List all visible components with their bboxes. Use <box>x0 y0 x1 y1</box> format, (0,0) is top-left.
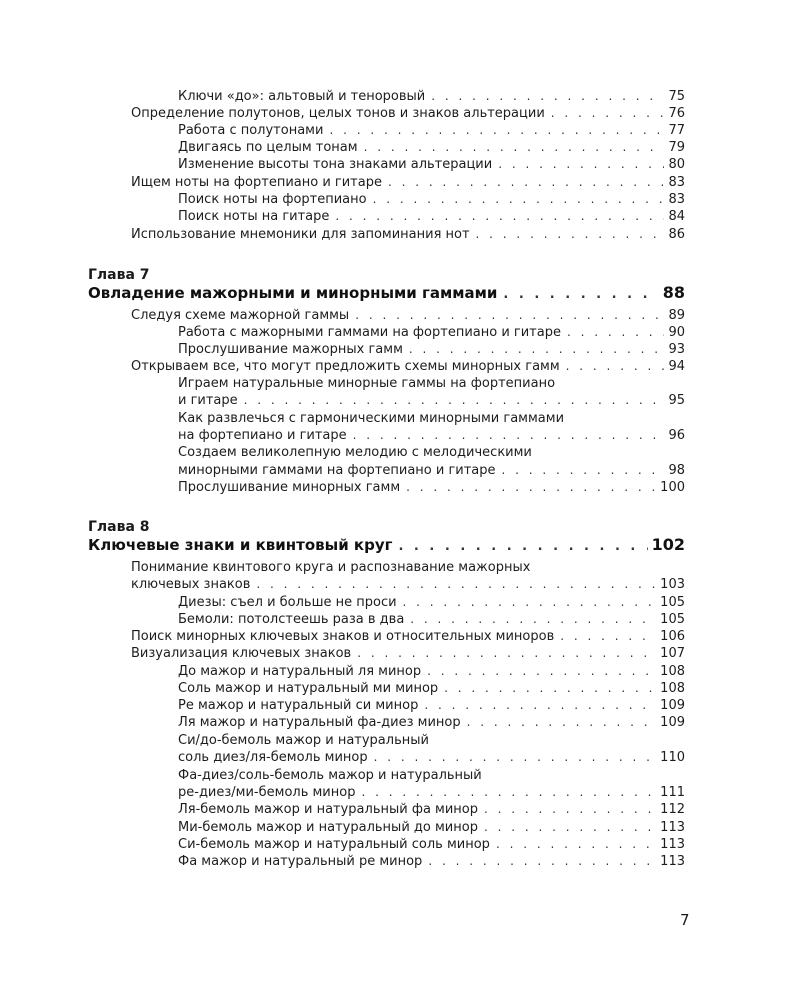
toc-entry[interactable] <box>178 139 685 156</box>
leader-dots <box>431 88 664 105</box>
toc-entry-first-line[interactable] <box>178 375 685 392</box>
toc-entry-page: 108 <box>660 681 685 696</box>
toc-entry-title: Ре мажор и натуральный си минор <box>178 698 419 713</box>
toc-entry-first-line[interactable] <box>131 559 685 576</box>
leader-dots <box>496 836 656 853</box>
toc-entry[interactable] <box>178 697 685 714</box>
toc-entry-page: 76 <box>668 106 685 121</box>
toc-entry-title: Работа с мажорными гаммами на фортепиано и гитаре <box>178 325 561 340</box>
toc-entry-page: 80 <box>668 157 685 172</box>
toc-entry[interactable] <box>178 853 685 870</box>
toc-entry-page: 90 <box>668 325 685 340</box>
toc-entry-title-line1: Играем натуральные минорные гаммы на фортепиано <box>178 376 556 391</box>
toc-entry-first-line[interactable] <box>178 767 685 784</box>
toc-entry[interactable] <box>131 307 685 324</box>
leader-dots <box>560 628 656 645</box>
toc-entry-title-line1: Фа-диез/соль-бемоль мажор и натуральный <box>178 768 482 783</box>
leader-dots <box>355 307 664 324</box>
leader-dots <box>427 663 656 680</box>
toc-entry-title-line1: Понимание квинтового круга и распознавание мажорных <box>131 560 531 575</box>
toc-entry[interactable] <box>178 191 685 208</box>
leader-dots <box>484 801 656 818</box>
leader-dots <box>484 819 656 836</box>
leader-dots <box>373 191 665 208</box>
toc-entry[interactable] <box>178 324 685 341</box>
toc-entry-page: 108 <box>660 664 685 679</box>
toc-entry-title: соль диез/ля-бемоль минор <box>178 750 368 765</box>
toc-entry-title: Си-бемоль мажор и натуральный соль минор <box>178 837 490 852</box>
toc-entry-page: 95 <box>668 393 685 408</box>
toc-entry[interactable] <box>178 714 685 731</box>
toc-entry-title: Ми-бемоль мажор и натуральный до минор <box>178 820 478 835</box>
toc-entry[interactable] <box>178 611 685 628</box>
leader-dots <box>406 479 656 496</box>
toc-entry-title: Диезы: съел и больше не проси <box>178 595 397 610</box>
chapter-7-label: Глава 7 <box>88 267 150 283</box>
leader-dots <box>353 427 665 444</box>
chapter-7-title-entry[interactable] <box>88 283 685 303</box>
toc-entry-page: 113 <box>660 820 685 835</box>
toc-entry-title: Двигаясь по целым тонам <box>178 140 358 155</box>
toc-entry[interactable] <box>178 784 685 801</box>
toc-entry-page: 111 <box>660 785 685 800</box>
toc-entry-title: Визуализация ключевых знаков <box>131 646 352 661</box>
toc-entry-page: 109 <box>660 698 685 713</box>
leader-dots <box>403 594 657 611</box>
leader-dots <box>498 156 664 173</box>
leader-dots <box>361 784 656 801</box>
toc-entry[interactable] <box>131 358 685 375</box>
toc-entry[interactable] <box>178 88 685 105</box>
toc-entry-title: Фа мажор и натуральный ре минор <box>178 854 423 869</box>
toc-entry-title-line1: Как развлечься с гармоническими минорными гаммами <box>178 411 565 426</box>
toc-entry-title: на фортепиано и гитаре <box>178 428 347 443</box>
chapter-title: Ключевые знаки и квинтовый круг <box>88 536 393 554</box>
toc-entry-title: ре-диез/ми-бемоль минор <box>178 785 356 800</box>
leader-dots <box>551 105 665 122</box>
toc-entry-title: Бемоли: потолстеешь раза в два <box>178 612 405 627</box>
toc-entry-page: 83 <box>668 192 685 207</box>
page-number: 7 <box>680 911 690 929</box>
toc-entry-page: 110 <box>660 750 685 765</box>
toc-entry[interactable] <box>178 208 685 225</box>
toc-entry-page: 113 <box>660 854 685 869</box>
toc-entry[interactable] <box>178 392 685 409</box>
toc-entry-title: ключевых знаков <box>131 577 251 592</box>
toc-entry[interactable] <box>178 462 685 479</box>
leader-dots <box>424 697 656 714</box>
leader-dots <box>335 208 664 225</box>
toc-entry-title: Изменение высоты тона знаками альтерации <box>178 157 493 172</box>
toc-entry-page: 112 <box>660 802 685 817</box>
leader-dots <box>566 358 665 375</box>
toc-entry-page: 113 <box>660 837 685 852</box>
toc-entry-title-line1: Создаем великолепную мелодию с мелодическими <box>178 445 532 460</box>
toc-entry[interactable] <box>178 341 685 358</box>
toc-entry-title-line1: Си/до-бемоль мажор и натуральный <box>178 733 429 748</box>
chapter-8-label: Глава 8 <box>88 519 150 535</box>
leader-dots <box>476 226 665 243</box>
leader-dots <box>329 122 664 139</box>
toc-entry-title: Следуя схеме мажорной гаммы <box>131 308 350 323</box>
toc-entry-first-line[interactable] <box>178 410 685 427</box>
toc-entry-page: 79 <box>668 140 685 155</box>
leader-dots <box>256 576 656 593</box>
leader-dots <box>502 462 665 479</box>
leader-dots <box>388 174 664 191</box>
toc-entry-page: 98 <box>668 463 685 478</box>
leader-dots <box>244 392 665 409</box>
chapter-page: 88 <box>662 283 685 302</box>
toc-entry-title: Ля мажор и натуральный фа-диез минор <box>178 715 461 730</box>
toc-entry[interactable] <box>178 749 685 766</box>
toc-entry-page: 93 <box>668 342 685 357</box>
toc-entry[interactable] <box>131 628 685 645</box>
toc-entry-page: 105 <box>660 595 685 610</box>
leader-dots <box>503 285 658 305</box>
toc-entry-title: Ищем ноты на фортепиано и гитаре <box>131 175 382 190</box>
toc-entry-page: 96 <box>668 428 685 443</box>
chapter-8-title-entry[interactable] <box>88 535 685 555</box>
toc-entry[interactable] <box>131 174 685 191</box>
toc-entry-title: и гитаре <box>178 393 238 408</box>
toc-entry-title: Работа с полутонами <box>178 123 324 138</box>
toc-entry-title: До мажор и натуральный ля минор <box>178 664 422 679</box>
toc-entry-page: 109 <box>660 715 685 730</box>
leader-dots <box>444 680 656 697</box>
toc-entry-title: Ля-бемоль мажор и натуральный фа минор <box>178 802 479 817</box>
toc-entry-page: 100 <box>660 480 685 495</box>
leader-dots <box>364 139 665 156</box>
toc-entry-title: минорными гаммами на фортепиано и гитаре <box>178 463 496 478</box>
toc-entry-title: Прослушивание минорных гамм <box>178 480 401 495</box>
toc-entry-page: 103 <box>660 577 685 592</box>
toc-entry[interactable] <box>131 226 685 243</box>
leader-dots <box>410 611 656 628</box>
toc-entry[interactable] <box>178 663 685 680</box>
toc-entry-page: 86 <box>668 227 685 242</box>
toc-entry-page: 94 <box>668 359 685 374</box>
toc-entry[interactable] <box>178 801 685 818</box>
leader-dots <box>374 749 657 766</box>
toc-entry-first-line[interactable] <box>178 732 685 749</box>
toc-entry-page: 89 <box>668 308 685 323</box>
toc-entry-first-line[interactable] <box>178 444 685 461</box>
toc-entry-title: Ключи «до»: альтовый и теноровый <box>178 89 426 104</box>
chapter-page: 102 <box>651 535 685 554</box>
toc-entry[interactable] <box>178 122 685 139</box>
toc-entry-title: Поиск ноты на гитаре <box>178 209 330 224</box>
toc-entry-page: 83 <box>668 175 685 190</box>
toc-entry-page: 75 <box>668 89 685 104</box>
toc-entry[interactable] <box>178 156 685 173</box>
toc-entry-title: Поиск ноты на фортепиано <box>178 192 367 207</box>
leader-dots <box>567 324 664 341</box>
toc-entry[interactable] <box>178 836 685 853</box>
toc-entry[interactable] <box>178 427 685 444</box>
toc-entry-page: 105 <box>660 612 685 627</box>
toc-entry[interactable] <box>178 680 685 697</box>
toc-entry[interactable] <box>178 819 685 836</box>
leader-dots <box>409 341 665 358</box>
leader-dots <box>467 714 657 731</box>
leader-dots <box>357 645 656 662</box>
leader-dots <box>398 537 647 557</box>
toc-entry-page: 106 <box>660 629 685 644</box>
toc-entry-title: Соль мажор и натуральный ми минор <box>178 681 439 696</box>
toc-entry-page: 84 <box>668 209 685 224</box>
toc-entry[interactable] <box>131 576 685 593</box>
toc-entry-page: 77 <box>668 123 685 138</box>
toc-entry-page: 107 <box>660 646 685 661</box>
toc-entry-title: Открываем все, что могут предложить схемы минорных гамм <box>131 359 560 374</box>
leader-dots <box>428 853 656 870</box>
toc-entry[interactable] <box>178 594 685 611</box>
toc-entry-title: Определение полутонов, целых тонов и знаков альтерации <box>131 106 545 121</box>
chapter-title: Овладение мажорными и минорными гаммами <box>88 284 498 302</box>
toc-entry[interactable] <box>131 105 685 122</box>
toc-entry[interactable] <box>178 479 685 496</box>
toc-entry-title: Использование мнемоники для запоминания нот <box>131 227 470 242</box>
toc-entry[interactable] <box>131 645 685 662</box>
toc-entry-title: Прослушивание мажорных гамм <box>178 342 403 357</box>
toc-entry-title: Поиск минорных ключевых знаков и относительных миноров <box>131 629 555 644</box>
